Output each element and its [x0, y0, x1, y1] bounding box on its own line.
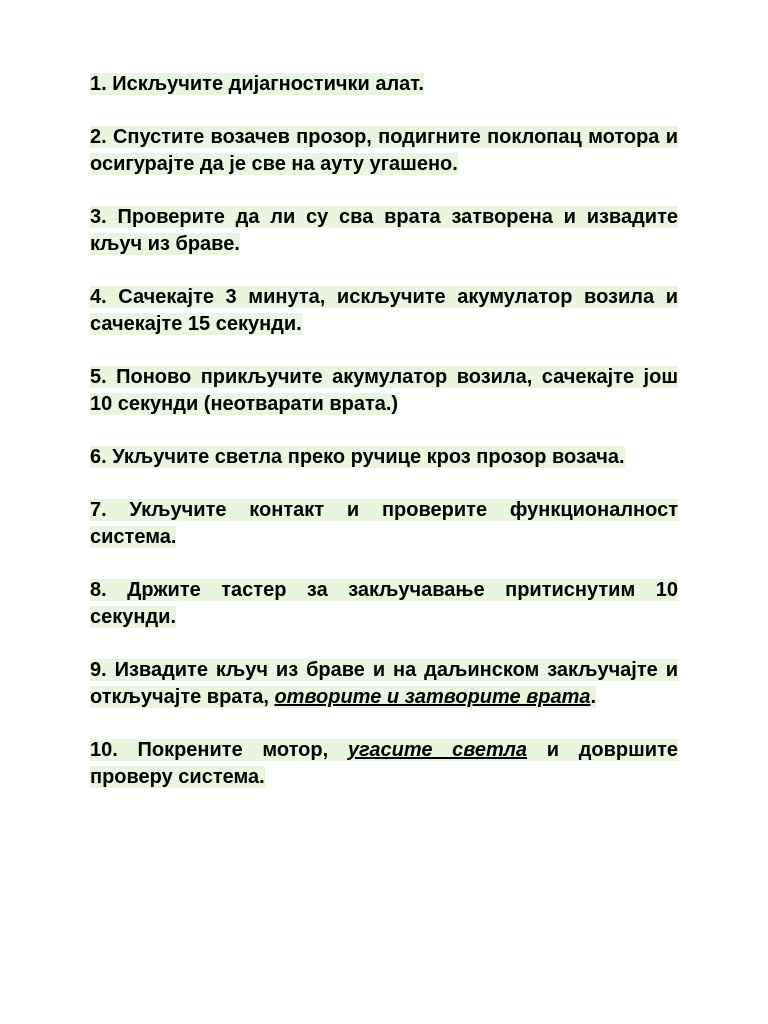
- step-7-text: 7. Укључите контакт и проверите функционалност система.: [90, 499, 678, 548]
- step-10-text-after: и довршите проверу система.: [90, 739, 679, 788]
- step-2: [90, 124, 678, 178]
- document-page: [90, 71, 678, 817]
- step-8: [90, 577, 678, 631]
- step-9: [90, 657, 678, 711]
- step-4: [90, 284, 678, 338]
- step-8-text: 8. Држите тастер за закључавање притиснутим 10 секунди.: [90, 579, 678, 628]
- step-9-text: [90, 659, 678, 708]
- step-3: [90, 204, 678, 258]
- step-5-text: 5. Поново прикључите акумулатор возила, сачекајте још 10 секунди (неотварати врата.): [90, 366, 678, 415]
- step-4-text: 4. Сачекајте 3 минута, искључите акумулатор возила и сачекајте 15 секунди.: [90, 286, 678, 335]
- step-1-text: 1. Искључите дијагностички алат.: [90, 73, 424, 95]
- step-5: [90, 364, 678, 418]
- step-9-emphasis: отворите и затворите врата: [274, 686, 591, 708]
- step-3-text: 3. Проверите да ли су сва врата затворена и извадите кључ из браве.: [90, 206, 678, 255]
- step-6-text: 6. Укључите светла преко ручице кроз прозор возача.: [90, 446, 625, 468]
- step-7: [90, 497, 678, 551]
- step-10-emphasis: угасите светла: [347, 739, 528, 761]
- step-10: [90, 737, 678, 791]
- step-9-text-after: .: [590, 686, 597, 708]
- step-6: [90, 444, 678, 471]
- step-9-text-before: 9. Извадите кључ из браве и на даљинском закључајте и откључајте врата,: [90, 659, 678, 708]
- step-2-text: 2. Спустите возачев прозор, подигните поклопац мотора и осигурајте да је све на ауту угашено.: [90, 126, 678, 175]
- step-10-text-before: 10. Покрените мотор,: [90, 739, 348, 761]
- step-1: [90, 71, 678, 98]
- step-10-text: [90, 739, 678, 788]
